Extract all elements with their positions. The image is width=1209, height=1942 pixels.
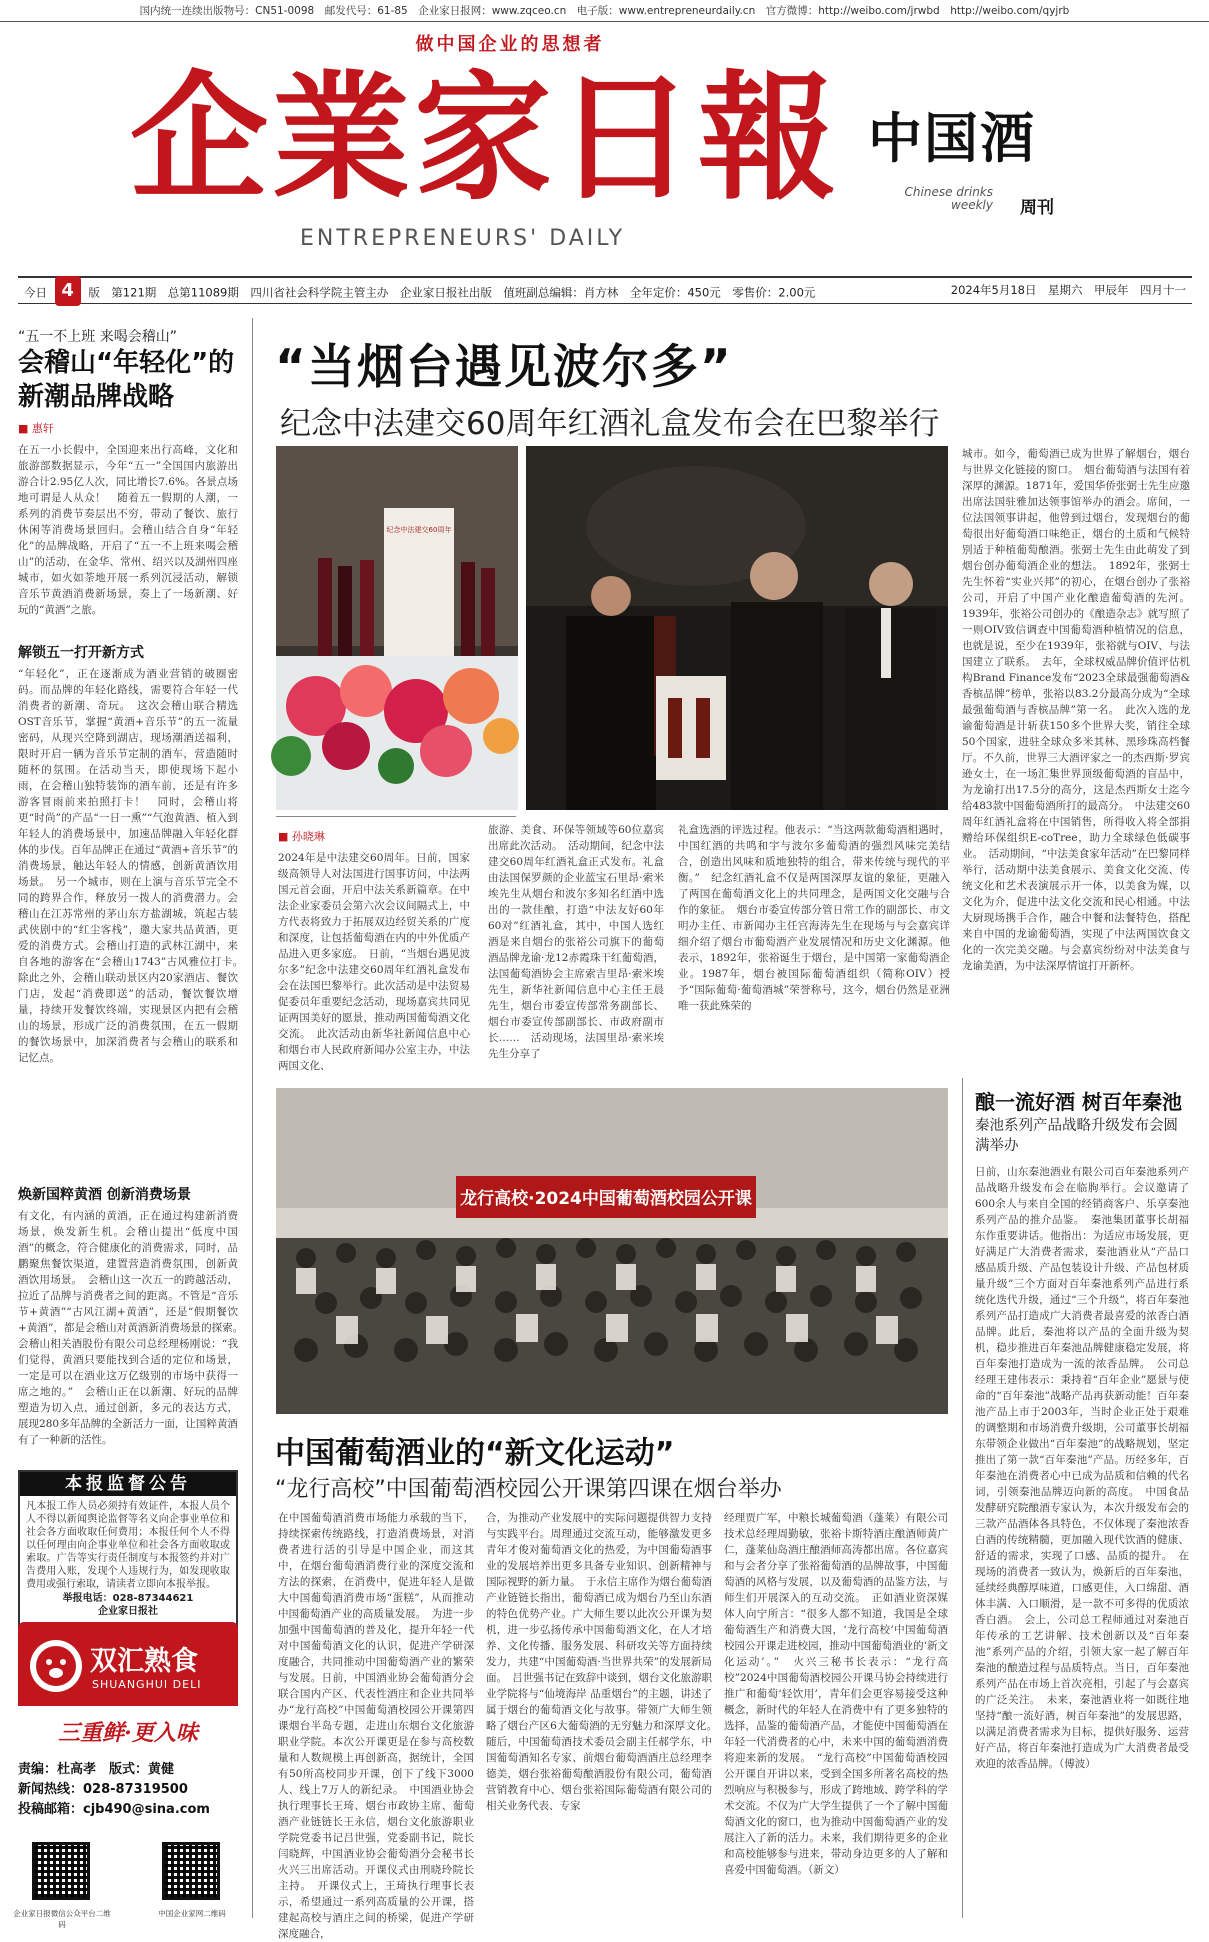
event-banner: 龙行高校·2024中国葡萄酒校园公开课: [460, 1189, 752, 1209]
submission-email: 投稿邮箱：cjb490@sina.com: [18, 1802, 210, 1817]
left-article: [18, 326, 249, 1498]
second-article-col: [724, 1510, 948, 1912]
qr-label: 中国企业家网二维码: [158, 1909, 226, 1918]
left-article-paragraph: “年轻化”，正在逐渐成为酒业营销的破圈密码。而品牌的年轻化路线，需要符合年轻一代消费者的新潮、奇玩。 这次会稽山联合精选OST音乐节，掌握“黄酒+音乐节”的五一流量密码，从现兴空降到湖店，现场潮酒送福利，限时开启一辆为音乐节定制的酒车，营造随时随杯的氛围。在活动当天，即使现场下起小雨，在会稽山独特装饰的酒车前，还是有许多游客冒雨前来拍照打卡！ 同时，会稽山将更“时尚”的产品“一日一熏”“气泡黄酒、植入到年轻人的消费场景中，加速品牌融入年轻化群体的步伐。百年品牌正在通过“黄酒+音乐节”的消费场景，触达年轻人的情感，创新黄酒饮用场景。 另一个城市，则在上演与音乐节完全不同的跨界合作，释放另一拨人的消费潜力。会稽山在江苏常州的茅山东方盐湖城，筑起古装武侠剧中的“红尘客栈”，邀大家共品黄酒，更爱的消费方式。会稽山打造的武林江湖中，来自各地的游客在“会稽山1743”古风雅位打卡。 除此之外，会稽山联动景区内20家酒店、餐饮门店，发起“消费即送”的活动，餐饮餐饮增量，持续开发餐饮终端，实现景区内把有会稽山的场景，形成广泛的消费氛围，在五一假期的餐饮场景中，加深消费者与会稽山的联系和记忆点。: [18, 668, 249, 1064]
qr-code-row: [13, 1838, 238, 1929]
second-article-col: [278, 1510, 474, 1940]
shuanghui-name: 双汇熟食: [90, 1646, 198, 1677]
supervision-notice: [18, 1470, 238, 1630]
notice-heading: 本报监督公告: [20, 1472, 236, 1496]
masthead-slogan: 做中国企业的思想者: [415, 34, 605, 55]
masthead-title: 企業家日報: [129, 56, 841, 219]
publication-info-line: 国内统一连续出版物号：CN51-0098 邮发代号：61-85 企业家日报网：www.zqceo.cn 电子版：www.entrepreneurdaily.cn 官方微博：http://weibo.com/jrwbd http://weibo.com/qyjrb: [0, 0, 1209, 22]
page-number: 4: [55, 276, 81, 306]
column-divider: [252, 318, 253, 1918]
left-article-kicker: “五一不上班 来喝会稽山”: [18, 329, 177, 345]
supplement-english: Chinese drinks weekly: [904, 185, 993, 212]
side-subheadline: 秦池系列产品战略升级发布会圆满举办: [975, 1118, 1178, 1154]
second-subheadline: “龙行高校”中国葡萄酒校园公开课第四课在烟台举办: [275, 1477, 782, 1502]
news-hotline: 新闻热线：028-87319500: [18, 1782, 188, 1797]
notice-body: 凡本报工作人员必须持有效证件，本报人员个人不得以新闻舆论监督等名义向企事业单位和社会各方面收取任何费用；本报任何个人不得以任何理由向企事业单位和社会各方面收取或索取。广告等实行责任制度与本报签约并对广告费用入账，发现个人违规行为，如发现收取费用或强行索取，请读者立即向本报举报。: [26, 1501, 230, 1590]
supplement-title: 中国酒: [868, 107, 1036, 170]
main-article-text: 2024年是中法建交60周年。日前，国家级高领导人对法国进行国事访问，中法两国元首会面，开启中法关系新篇章。在中法企业家委员会第六次会议间隔式上，中方代表将致力于拓展双边经贸关系的广度和深度，让包括葡萄酒在内的中外优质产品进入更多家庭。 日前，“当烟台遇见波尔多”纪念中法建交60周年红酒礼盒发布会在法国巴黎举行。此次活动是中法贸易促委员年重要纪念活动，现场嘉宾共同见证两国美好的愿景，推动两国葡萄酒文化交流。 此次活动由新华社新闻信息中心和烟台市人民政府新闻办公室主办，中法两国文化、: [278, 852, 470, 1072]
side-article-text: 日前，山东秦池酒业有限公司百年秦池系列产品战略升级发布会在临朐举行。会议邀请了600余人与来自全国的经销商客户、乐享秦池系列产品的推介品鉴。 秦池集团董事长胡福东作重要讲话。他指出：为适应市场发展，更好满足广大消费者需求，秦池酒业从“产品口感品质升级、产品包装设计升级、产品包材质量升级”三个方面对百年秦池系列产品进行系统化迭代升级，通过“三个升级”，将百年秦池系列产品打造成广大消费者最喜爱的浓香白酒品牌。此后，秦池将以产品的全面升级为契机，稳步推进百年秦池品牌健康稳定发展，将百年秦池打造成为一流的浓香品牌。 公司总经理王建伟表示：秉持着“百年企业”愿景与使命的“百年秦池”战略产品再获新动能！百年秦池产品上市于2003年，当时企业正处于艰难的调整期和市场消费升级期，公司董事长胡福东带领企业做出“百年秦池”的战略规划，坚定推出了第一款“百年秦池”产品。历经多年，百年秦池在消费者心中已成为品质和信赖的代名词，引领秦池品牌迈向新的高度。 中国食品发酵研究院酿酒专家认为，本次升级发布会的三款产品酒体各具特色，不仅体现了秦池浓香白酒的传统精髓，更加融入现代饮酒的健康、舒适的需求，实现了口感、品质的提升。 在现场的消费者一致认为，焕新后的百年秦池，延续经典醇厚味道，口感更佳，入口绵甜、酒体丰满、入口顺滑，是一款不可多得的优质浓香白酒。 会上，公司总工程师通过对秦池百年传承的工艺讲解、技术创新以及“百年秦池”系列产品的介绍，引领大家一起了解百年秦池的酿造过程与品质特点。当日，百年秦池系列产品在市场上首次亮相，引起了与会嘉宾的广泛关注。 未来，秦池酒业将一如既往地坚持“酿一流好酒，树百年秦池”的发展思路，以满足消费者需求为目标，提供好服务、运营好产品，将百年秦池打造成为广大消费者最受欢迎的浓香品牌。（傅波）: [975, 1166, 1189, 1770]
qr-label: 企业家日报微信公众平台二维码: [13, 1909, 111, 1929]
side-article-col: [975, 1164, 1189, 1912]
issue-details: 版 第121期 总第11089期 四川省社会科学院主管主办 企业家日报社出版 值班副总编辑：肖方林 全年定价：450元 零售价：2.00元: [88, 285, 816, 300]
side-headline: 酿一流好酒 树百年秦池: [975, 1090, 1182, 1114]
left-article-subhead: 解锁五一打开新方式: [18, 645, 144, 661]
left-article-paragraph: 在五一小长假中，全国迎来出行高峰，文化和旅游部数据显示，今年“五一”全国国内旅游出游合计2.95亿人次，同比增长7.6%。各景点场地可谓是人从众！ 随着五一假期的人潮，一系列的消费节奏层出不穷，带动了餐饮、旅行休闲等消费场景回归。会稽山结合自身“年轻化”的品牌战略，开启了“五一不上班来喝会稽山”的活动，在金华、常州、绍兴以及湖州四座城市，如火如荼地开展一系列沉浸活动，解锁音乐节黄酒消费新场景，奏上了一场新潮、好玩的“黄酒”之旅。: [18, 444, 238, 616]
second-article-text: 合，为推动产业发展中的实际问题提供智力支持与实践平台。周理通过交流互动，能够激发更多青年才俊对葡萄酒文化的热爱，为中国葡萄酒事业的发展培养出更多具备专业知识、创新精神与国际视野的新力量。 于永信主席作为烟台葡萄酒产业链链长指出，葡萄酒已成为烟台乃至山东酒的特色优势产业。广大师生要以此次公开课为契机，进一步弘扬传承中国葡萄酒文化，在人才培养、文化传播、服务发展、科研攻关等方面持续发力，共建“中国葡萄酒·当世界共荣”的发展新局面。 吕世强书记在致辞中谈到，烟台文化旅游职业学院将与“仙境海岸 品重烟台”的主题，讲述了属于烟台的葡萄酒文化与故事。带领广大师生领略了烟台产区6大葡萄酒的无穷魅力和深厚文化。 随后，中国葡萄酒技术委员会副主任郝学东，中国葡萄酒知名专家、前烟台葡萄酒酒庄总经理李德美，烟台张裕葡萄酿酒股份有限公司，葡萄酒营销教育中心、烟台张裕国际葡萄酒有限公司的相关业务代表、专家: [486, 1512, 723, 1812]
second-article-col: [486, 1510, 723, 1912]
main-article-text: 旅游、美食、环保等领域等60位嘉宾出席此次活动。 活动期间，纪念中法建交60周年红酒礼盒正式发布。礼盒由法国保罗颜的企业蓝宝石里昂·索米埃先生从烟台和波尔多知名红酒中选出的一款佳酿，打造“中法友好60年60对”红酒礼盒，其中，中国人选红酒是来自烟台的张裕公司旗下的葡萄酒品牌龙谕·龙12赤霞珠干红葡萄酒，法国葡萄酒协会主席索吉里昂·索米埃先生，新华社新闻信息中心主任王晨先生，烟台市委宣传部常务副部长、烟台市委宣传部副部长、市政府副市长…… 活动现场，法国里昂·索米埃先生分享了: [488, 824, 664, 1060]
editor-names: 责编：杜高孝 版式：黄健: [18, 1762, 175, 1777]
main-headline: “当烟台遇见波尔多”: [275, 340, 733, 395]
photo-group: [276, 1088, 948, 1414]
notice-org: 企业家日报社: [98, 1606, 158, 1617]
main-article-col: [278, 822, 470, 1076]
main-article-author: ■ 孙晓琳: [278, 828, 470, 844]
main-article-col: [678, 822, 950, 1074]
qr-code-icon[interactable]: [162, 1842, 220, 1900]
masthead-logo: [115, 56, 855, 219]
second-article-text: 经理贾广军，中粮长城葡萄酒（蓬莱）有限公司技术总经理周勤敏，张裕卡斯特酒庄酿酒师黄广仁，蓬莱仙岛酒庄酿酒师高涛都出席。各位嘉宾和与会者分享了张裕葡萄酒的品牌故事，中国葡萄酒的风格与发展，以及葡萄酒的品鉴方法，与师生们开展深入的互动交流。 正如酒业资深媒体人向宁所言：“很多人都不知道，我国是全球葡萄酒生产和消费大国，‘龙行高校’中国葡萄酒校园公开课走进校园，推动中国葡萄酒业的‘新文化运动’。” 火兴三秘书长表示：“龙行高校”2024中国葡萄酒校园公开课马协会持续进行推广和葡萄‘轻饮用’，青年们会更容易接受这种概念，新时代的年轻人在消费中有了更多独特的选择，品鉴的葡萄酒产品，才能使中国葡萄酒在年轻一代消费者的心中，未来中国的葡萄酒消费将迎来新的发展。 “龙行高校”中国葡萄酒校园公开课自开讲以来，受到全国多所著名高校的热烈响应与积极参与，形成了跨地域、跨学科的学术交流。不仅为广大学生提供了一个了解中国葡萄酒文化的窗口，也为推动中国葡萄酒产业的发展注入了新的活力。未来，我们期待更多的企业和高校能够参与进来，带动身边更多的人了解和喜爱中国葡萄酒。（新文）: [724, 1512, 948, 1876]
shuanghui-slogan: 三重鲜·更入味: [58, 1720, 198, 1746]
main-article-col: [488, 822, 664, 1074]
main-subheadline: 纪念中法建交60周年红酒礼盒发布会在巴黎举行: [280, 406, 940, 442]
supplement-weekly: 周刊: [1020, 198, 1054, 218]
photo-ceremony: [526, 446, 948, 810]
gift-box-label: 纪念中法建交60周年: [386, 526, 452, 534]
main-article-text: 城市。如今，葡萄酒已成为世界了解烟台，烟台与世界文化链接的窗口。 烟台葡萄酒与法国有着深厚的渊源。1871年，爱国华侨张弼士先生应邀出席法国驻雅加达领事馆举办的酒会。席间，一位法国领事讲起，他曾到过烟台，发现烟台的葡萄很出好葡萄酒口味绝正，烟台的土质和气候特别适于种植葡萄酿酒。张弼士先生由此萌发了到烟台创办葡萄酒企业的想法。 1892年，张弼士先生怀着“实业兴邦”的初心，在烟台创办了张裕公司，开启了中国产业化酿造葡萄酒的先河。1939年，张裕公司创办的《酿造杂志》就写照了一则OIV致信调查中国葡萄酒种植情况的信息，也就是说，至少在1939年，张裕就与OIV、与法国建立了联系。 去年，全球权威品牌价值评估机构Brand Finance发布“2023全球最强葡萄酒&香槟品牌”榜单，张裕以83.2分最高分成为“全球最强葡萄酒与香槟品牌”第一名。 此次入选的龙谕葡萄酒是计斩获150多个世界大奖，销往全球50个国家，进驻全球众多米其林、黑珍珠高档餐厅。不久前，世界三大酒评家之一的杰西斯·罗宾逊女士，在一场汇集世界顶级葡萄酒的盲品中，为龙谕打出17.5分的高分，这是杰西斯女士迄今给483款中国葡萄酒所打的最高分。 中法建交60周年红酒礼盒将在中国销售，所得收入将全部捐赠给环保组织E-coTree，助力全球绿色低碳事业。 活动期间，“中法美食家年活动”在巴黎同样举行，活动期中法美食展示、美食文化交流、传统文化和艺术表演展示开一体，以美食为媒，以文化为介，促进中法文化交流和民心相通。中法大厨现场携手合作，融合中餐和法餐特色，搭配来自中国的龙谕葡萄酒，实现了中法两国饮食文化的一次完美交融。与会嘉宾纷纷对中法美食与龙谕美酒，为中法深厚情谊打开新杯。: [962, 448, 1190, 972]
second-article-text: 在中国葡萄酒消费市场能力承载的当下，持续探索传统路线，打造消费场景，对消费者进行活的引导是中国企业，而这其中，在烟台葡萄酒消费行业的深度交流和方法的探索，在消费中，促进年轻人是做大中国葡萄酒消费市场“蛋糕”，从而推动中国葡萄酒产业的高质量发展。 为进一步加强中国葡萄酒的普及化，提升年轻一代对中国葡萄酒文化的认识，促进产学研深度融合，共同推动中国葡萄酒产业的繁荣与发展。日前，中国酒业协会葡萄酒分会联合国内产区、代表性酒庄和企业共同举办“龙行高校”中国葡萄酒校园公开课第四课烟台半岛专题，走进山东烟台文化旅游职业学院。本次公开课更是在参与高校数量和人数规模上再创新高，据统计，全国有50所高校同步开课，创下了线下3000人、线上7万人的新纪录。 中国酒业协会执行理事长王琦、烟台市政协主席、葡萄酒产业链链长王永信，烟台文化旅游职业学院党委书记吕世强，党委副书记，院长闫晓辉，中国酒业协会葡萄酒分会秘书长火兴三出席活动。开课仪式由刑晓玲院长主持。 开课仪式上，王琦执行理事长表示，希望通过一系列高质量的公开课，搭建起高校与酒庄之间的桥梁，促进产学研深度融合，: [278, 1512, 474, 1940]
divider: [276, 816, 516, 817]
left-article-title: 会稽山“年轻化”的新潮品牌战略: [18, 348, 235, 412]
issue-date: 2024年5月18日 星期六 甲辰年 四月十一: [950, 283, 1186, 297]
shuanghui-logo: [18, 1622, 238, 1754]
shuanghui-ad: [18, 1622, 238, 1754]
issue-info-bar: [18, 276, 1192, 304]
photo-gift-box: [276, 446, 518, 810]
notice-phone: 举报电话：028-87344621: [62, 1593, 194, 1604]
main-article-col: [962, 446, 1190, 1066]
second-headline: 中国葡萄酒业的“新文化运动”: [275, 1436, 675, 1471]
masthead-english: ENTREPRENEURS' DAILY: [300, 226, 626, 251]
left-article-author: ■ 惠轩: [18, 420, 238, 436]
left-article-paragraph: 有文化，有内涵的黄酒，正在通过构建新消费场景，焕发新生机。会稽山提出“低度中国酒”的概念，符合健康化的消费需求，同时，品鹏聚焦餐饮渠道，建置营造消费氛围，创新黄酒饮用场景。 会稽山这一次五一的跨越活动，拉近了品牌与消费者之间的距离。不管是“音乐节+黄酒”“古风江湖+黄酒”，还是“假期餐饮+黄酒”，都是会稽山对黄酒新消费场景的探索。 会稽山相关酒股份有限公司总经理杨刚说：“我们觉得，黄酒只要能找到合适的定位和场景，一定是可以在酒业这万亿级别的市场中获得一席之地的。” 会稽山正在以新潮、好玩的品牌塑造为切入点，通过创新，多元的表达方式，展现280多年品牌的全新活力一面，让国粹黄酒有了一种新的活性。: [18, 1210, 249, 1446]
editor-info: [18, 1760, 238, 1820]
qr-code-icon[interactable]: [32, 1842, 90, 1900]
column-divider: [962, 1078, 963, 1918]
main-article-text: 礼盒选酒的评选过程。他表示：“当这两款葡萄酒相遇时，中国红酒的共鸣和宇与波尔多葡萄酒的强烈风味完美结合，创造出风味和质地独特的组合，带来传统与现代的平衡。” 纪念红酒礼盒不仅是两国深厚友谊的象征，更融入了两国在葡萄酒文化上的共同理念，是两国文化交融与合作的象征。 烟台市委宣传部分管日常工作的副部长、市文明办主任、市新闻办主任宫海涛先生在现场与与会嘉宾详细介绍了烟台市葡萄酒产业发展情况和历史文化渊源。他表示，1892年，张裕诞生于烟台，是中国第一家葡萄酒企业。1987年，烟台被国际葡萄酒组织（简称OIV）授予“国际葡萄·葡萄酒城”荣誉称号，这今，烟台仍然是亚洲唯一获此殊荣的: [678, 824, 950, 1012]
today-label: 今日: [24, 285, 47, 300]
shuanghui-name-en: SHUANGHUI DELI: [92, 1678, 202, 1691]
left-article-subhead: 焕新国粹黄酒 创新消费场景: [18, 1187, 191, 1203]
